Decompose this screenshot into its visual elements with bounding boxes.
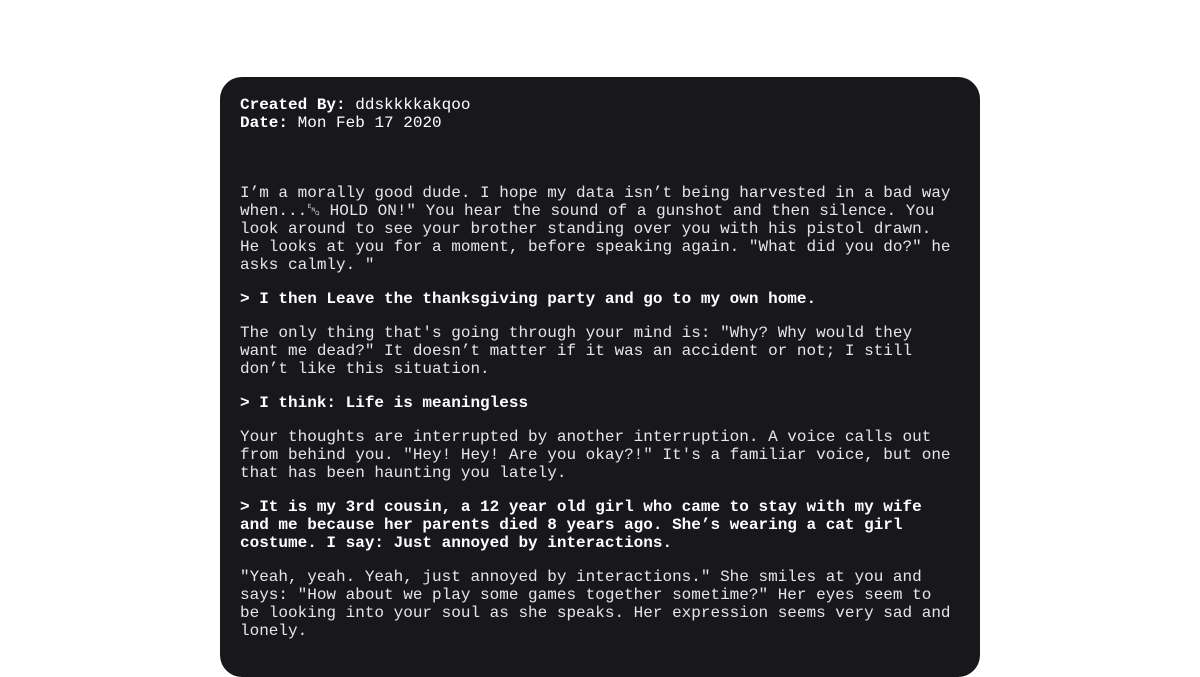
narration-paragraph: I’m a morally good dude. I hope my data isn’t being harvested in a bad way when...␅ HOLD ON!" You hear the sound of a gunshot and then silence. You look around to see your brother standing over you with his pistol drawn. He looks at you for a moment, before speaking again. "What did you do?" he asks calmly. "	[240, 184, 951, 274]
story-body	[240, 184, 960, 640]
created-by-label: Created By:	[240, 96, 346, 114]
date-line	[240, 114, 960, 132]
narration-paragraph: "Yeah, yeah. Yeah, just annoyed by interactions." She smiles at you and says: "How about we play some games together sometime?" Her eyes seem to be looking into your soul as she speaks. Her expression seems very sad and lonely.	[240, 568, 951, 640]
narration-paragraph: Your thoughts are interrupted by another interruption. A voice calls out from behind you. "Hey! Hey! Are you okay?!" It's a familiar voice, but one that has been haunting you lately.	[240, 428, 951, 482]
date-value: Mon Feb 17 2020	[297, 114, 442, 132]
player-action: > I then Leave the thanksgiving party and go to my own home.	[240, 290, 817, 308]
created-by-line	[240, 96, 960, 114]
created-by-value: ddskkkkakqoo	[355, 96, 471, 114]
player-action: > I think: Life is meaningless	[240, 394, 529, 412]
player-action: > It is my 3rd cousin, a 12 year old girl who came to stay with my wife and me because her parents died 8 years ago. She’s wearing a cat girl costume. I say: Just annoyed by interactions.	[240, 498, 922, 552]
story-card	[220, 77, 980, 677]
narration-paragraph: The only thing that's going through your mind is: "Why? Why would they want me dead?" It doesn’t matter if it was an accident or not; I still don’t like this situation.	[240, 324, 913, 378]
date-label: Date:	[240, 114, 289, 132]
